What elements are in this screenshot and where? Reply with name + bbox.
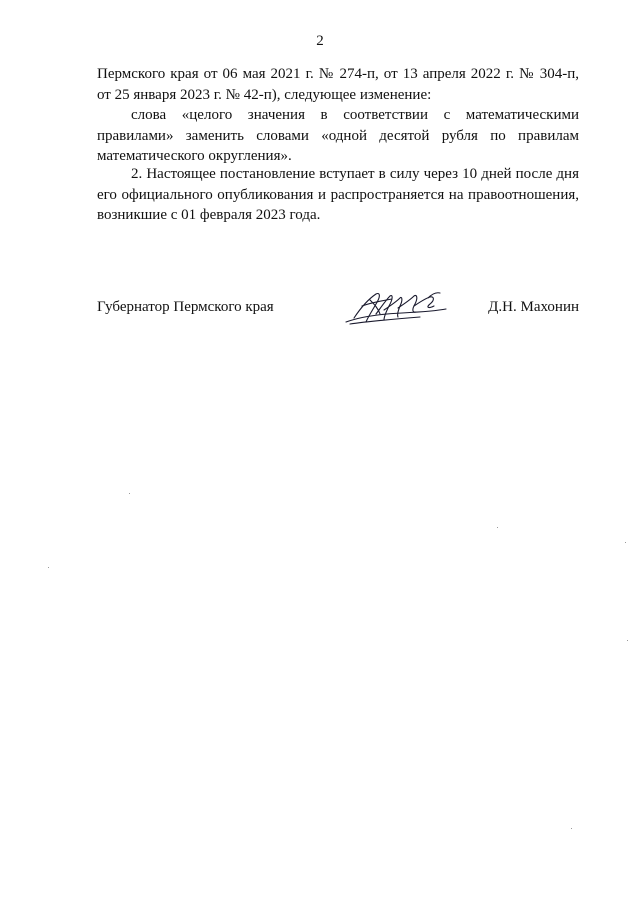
text-line: 2. Настоящее постановление вступает в силу через 10 дней после дня (131, 166, 579, 182)
text-line: слова «целого значения в соответствии с математическими (131, 107, 579, 123)
paragraph-effective-date (97, 164, 579, 226)
paragraph-amendment-references (97, 64, 579, 105)
page-number: 2 (316, 33, 324, 49)
signatory-position: Губернатор Пермского края (97, 299, 274, 315)
text-line: правилами» заменить словами «одной десятой рубля по правилам (97, 127, 579, 144)
scan-speck (48, 567, 49, 568)
scan-speck (627, 640, 628, 641)
scan-speck (625, 542, 626, 543)
text-line: Пермского края от 06 мая 2021 г. № 274-п, от 13 апреля 2022 г. № 304-п, (97, 66, 579, 82)
text-line: его официального опубликования и распространяется на правоотношения, (97, 186, 579, 203)
paragraph-amendment-wording (97, 105, 579, 167)
scan-speck (129, 493, 130, 494)
scan-speck (497, 527, 498, 528)
handwritten-signature (340, 284, 450, 328)
text-line: возникшие с 01 февраля 2023 года. (97, 207, 321, 223)
text-line: от 25 января 2023 г. № 42-п), следующее изменение: (97, 86, 432, 103)
text-line: математического округления». (97, 148, 292, 164)
scan-speck (571, 828, 572, 829)
signatory-name: Д.Н. Махонин (488, 299, 579, 315)
signature-block (97, 297, 579, 319)
